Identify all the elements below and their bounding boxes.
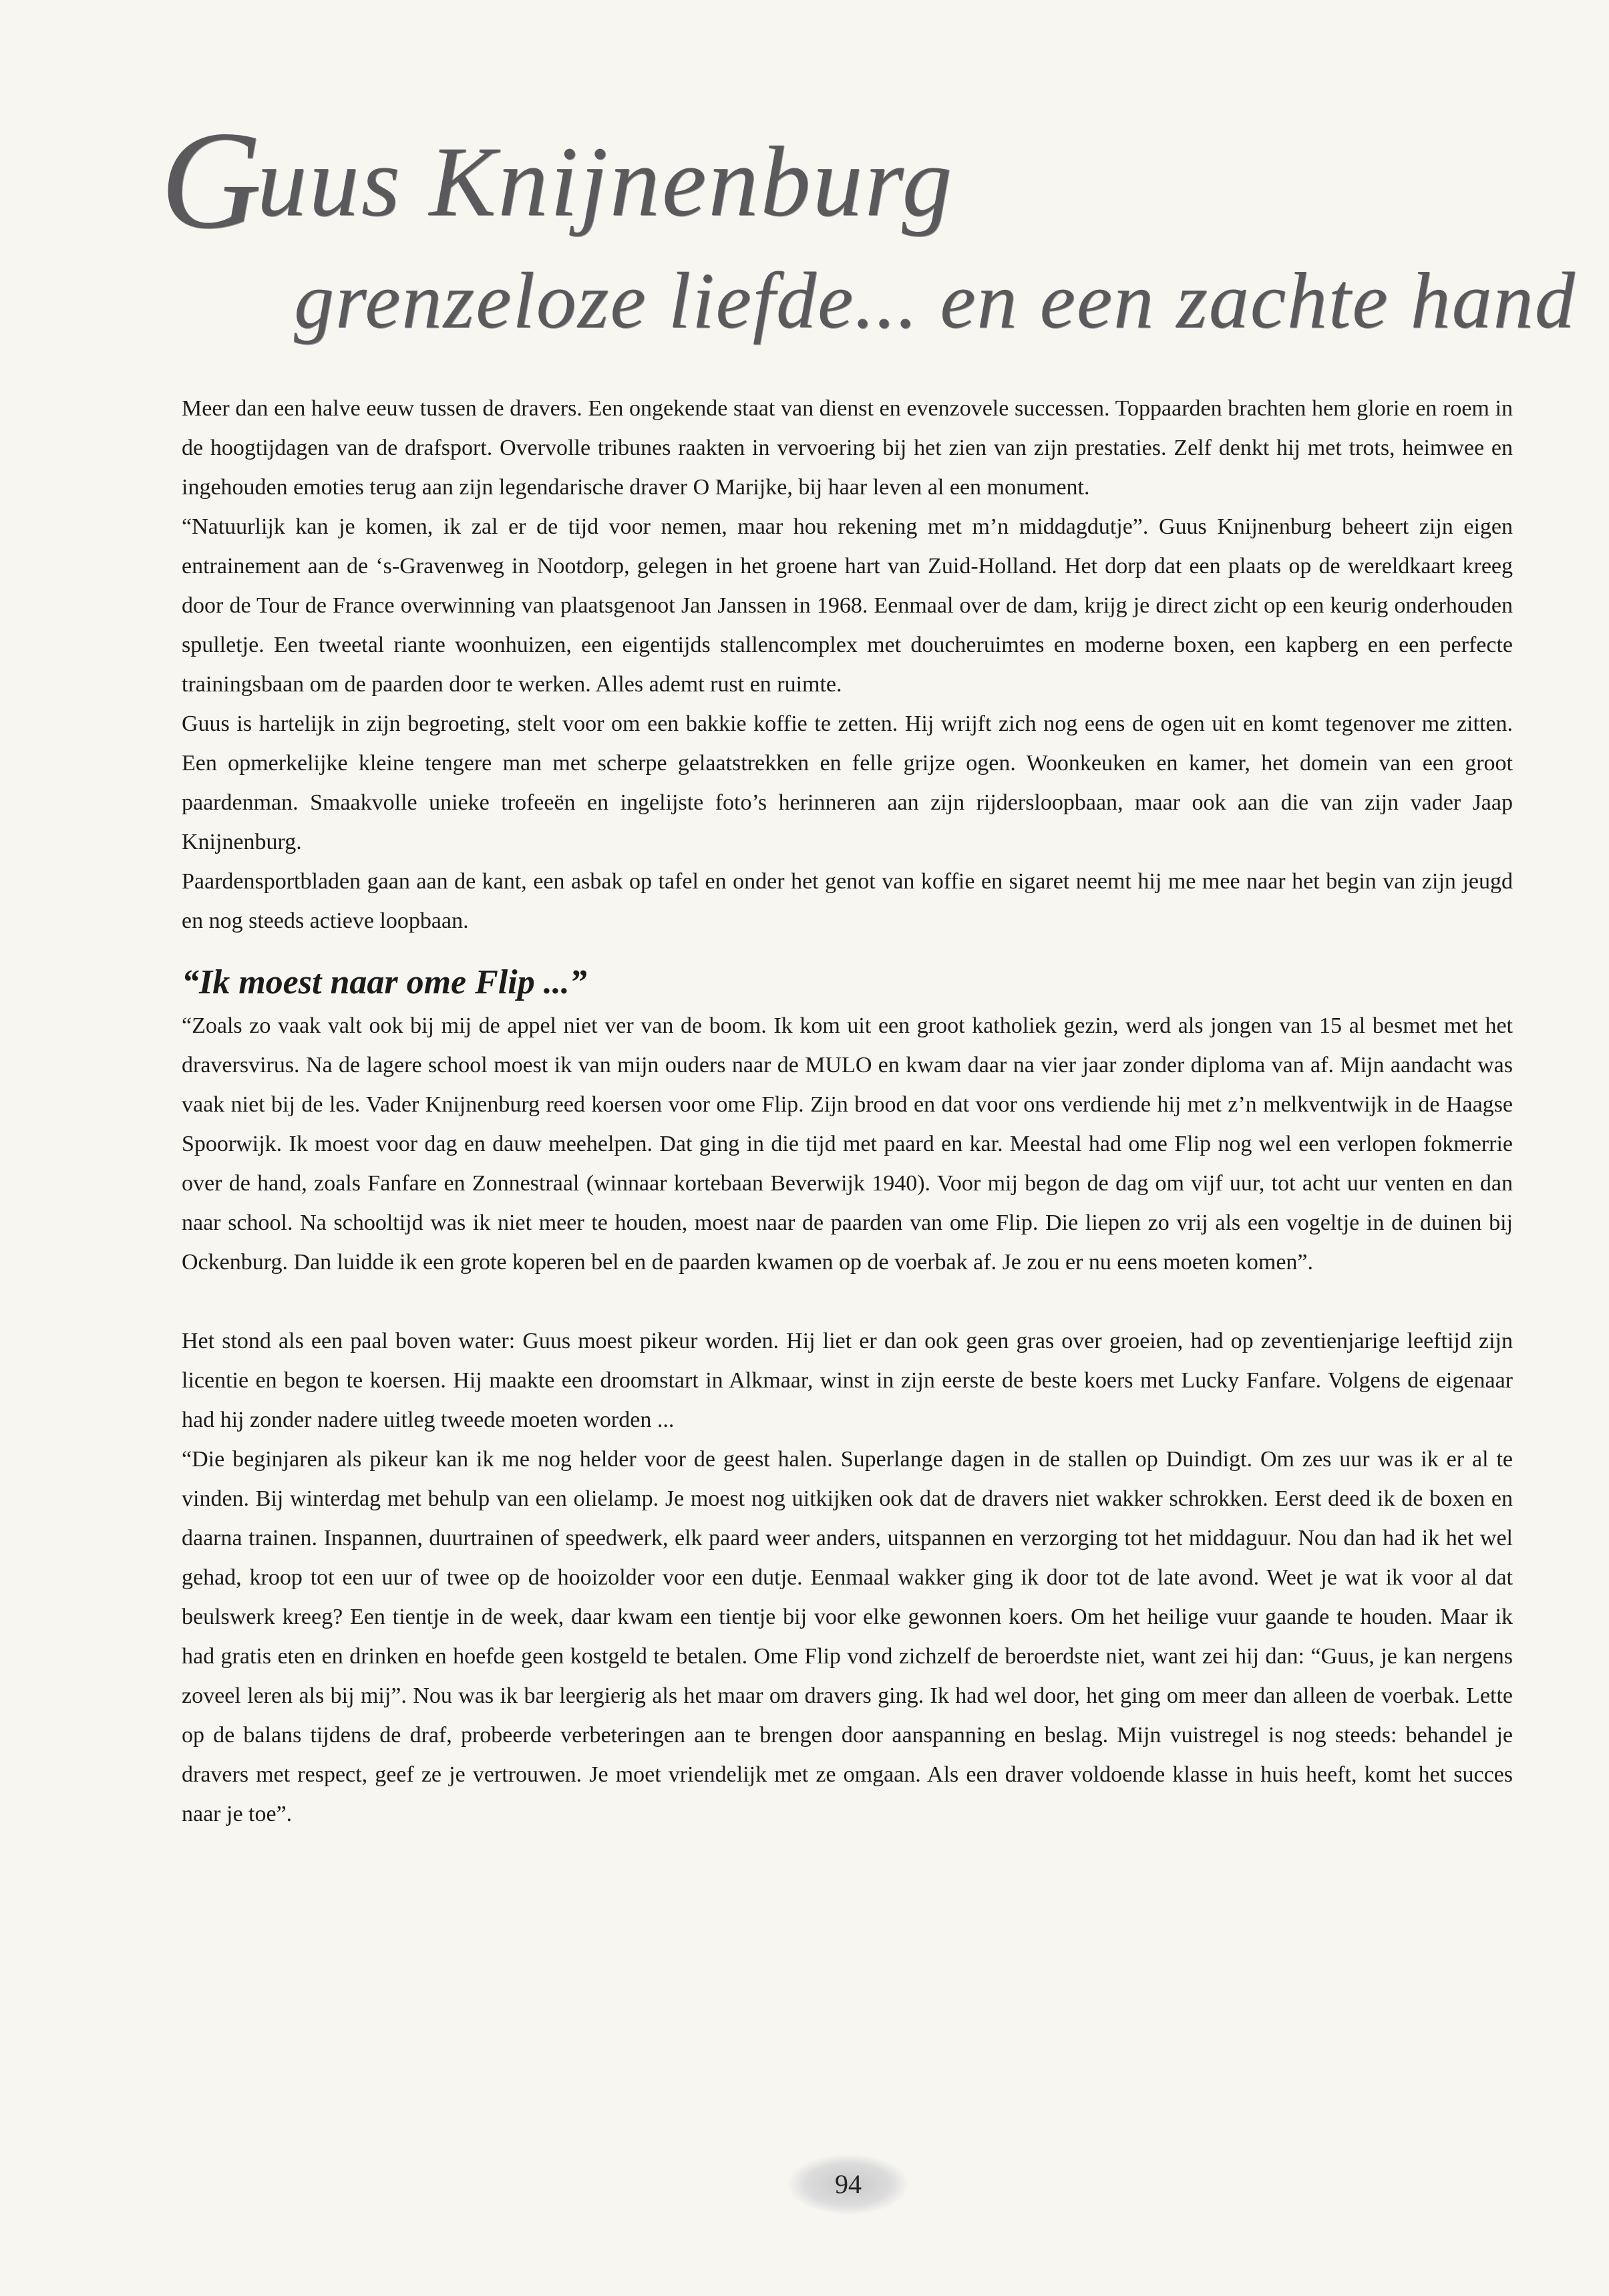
title-name [160, 103, 954, 258]
paragraph: “Zoals zo vaak valt ook bij mij de appel niet ver van de boom. Ik kom uit een groot katholiek gezin, werd als jongen van 15 al besmet met het draversvirus. Na de lagere school moest ik van mijn ouders naar de MULO en kwam daar na vier jaar zonder diploma van af. Mijn aandacht was vaak niet bij de les. Vader Knijnenburg reed koersen voor ome Flip. Zijn brood en dat voor ons verdiende hij met z’n melkventwijk in de Haagse Spoorwijk. Ik moest voor dag en dauw meehelpen. Dat ging in die tijd met paard en kar. Meestal had ome Flip nog wel een verlopen fokmerrie over de hand, zoals Fanfare en Zonnestraal (winnaar kortebaan Beverwijk 1940). Voor mij begon de dag om vijf uur, tot acht uur venten en dan naar school. Na schooltijd was ik niet meer te houden, moest naar de paarden van ome Flip. Die liepen zo vrij als een vogeltje in de duinen bij Ockenburg. Dan luidde ik een grote koperen bel en de paarden kwamen op de voerbak af. Je zou er nu eens moeten komen”. [182, 1013, 1513, 1275]
paragraph: “Die beginjaren als pikeur kan ik me nog helder voor de geest halen. Superlange dagen in de stallen op Duindigt. Om zes uur was ik er al te vinden. Bij winterdag met behulp van een olielamp. Je moest nog uitkijken ook dat de dravers niet wakker schrokken. Eerst deed ik de boxen en daarna trainen. Inspannen, duurtrainen of speedwerk, elk paard weer anders, uitspannen en verzorging tot het middaguur. Nou dan had ik het wel gehad, kroop tot een uur of twee op de hooizolder voor een dutje. Eenmaal wakker ging ik door tot de late avond. Weet je wat ik voor al dat beulswerk kreeg? Een tientje in de week, daar kwam een tientje bij voor elke gewonnen koers. Om het heilige vuur gaande te houden. Maar ik had gratis eten en drinken en hoefde geen kostgeld te betalen. Ome Flip vond zichzelf de beroerdste niet, want zei hij dan: “Guus, je kan nergens zoveel leren als bij mij”. Nou was ik bar leergierig als het maar om dravers ging. Ik had wel door, het ging om meer dan alleen de voerbak. Lette op de balans tijdens de draf, probeerde verbeteringen aan te brengen door aanspanning en beslag. Mijn vuistregel is nog steeds: behandel je dravers met respect, geef ze je vertrouwen. Je moet vriendelijk met ze omgaan. Als een draver voldoende klasse in huis heeft, komt het succes naar je toe”. [182, 1447, 1513, 1826]
section-heading: “Ik moest naar ome Flip ...” [182, 963, 587, 1001]
title-decorative-initial: G [160, 103, 264, 258]
paragraph: Meer dan een halve eeuw tussen de dravers. Een ongekende staat van dienst en evenzovele successen. Toppaarden brachten hem glorie en roem in de hoogtijdagen van de drafsport. Overvolle tribunes raakten in vervoering bij het zien van zijn prestaties. Zelf denkt hij met trots, heimwee en ingehouden emoties terug aan zijn legendarische draver O Marijke, bij haar leven al een monument. [182, 396, 1513, 500]
paragraph: Guus is hartelijk in zijn begroeting, stelt voor om een bakkie koffie te zetten. Hij wrijft zich nog eens de ogen uit en komt tegenover me zitten. Een opmerkelijke kleine tengere man met scherpe gelaatstrekken en felle grijze ogen. Woonkeuken en kamer, het domein van een groot paardenman. Smaakvolle unieke trofeeën en ingelijste foto’s herinneren aan zijn rijdersloopbaan, maar ook aan die van zijn vader Jaap Knijnenburg. [182, 711, 1513, 854]
paragraph: “Natuurlijk kan je komen, ik zal er de tijd voor nemen, maar hou rekening met m’n middagdutje”. Guus Knijnenburg beheert zijn eigen entrainement aan de ‘s-Gravenweg in Nootdorp, gelegen in het groene hart van Zuid-Holland. Het dorp dat een plaats op de wereldkaart kreeg door de Tour de France overwinning van plaatsgenoot Jan Janssen in 1968. Eenmaal over de dam, krijg je direct zicht op een keurig onderhouden spulletje. Een tweetal riante woonhuizen, een eigentijds stallencomplex met doucheruimtes en moderne boxen, een kapberg en een perfecte trainingsbaan om de paarden door te werken. Alles ademt rust en ruimte. [182, 514, 1513, 697]
page-number: 94 [788, 2154, 908, 2215]
paragraph: Paardensportbladen gaan aan de kant, een asbak op tafel en onder het genot van koffie en sigaret neemt hij me mee naar het begin van zijn jeugd en nog steeds actieve loopbaan. [182, 869, 1513, 933]
article-body [182, 389, 1513, 1834]
paragraph-gap [182, 1282, 1513, 1321]
article-title [160, 103, 1576, 351]
paragraph: Het stond als een paal boven water: Guus moest pikeur worden. Hij liet er dan ook geen gras over groeien, had op zeventienjarige leeftijd zijn licentie en begon te koersen. Hij maakte een droomstart in Alkmaar, winst in zijn eerste de beste koers met Lucky Fanfare. Volgens de eigenaar had hij zonder nadere uitleg tweede moeten worden ... [182, 1329, 1513, 1432]
title-subtitle: grenzeloze liefde... en een zachte hand [294, 256, 1576, 345]
title-name-rest: uus Knijnenburg [256, 126, 954, 237]
